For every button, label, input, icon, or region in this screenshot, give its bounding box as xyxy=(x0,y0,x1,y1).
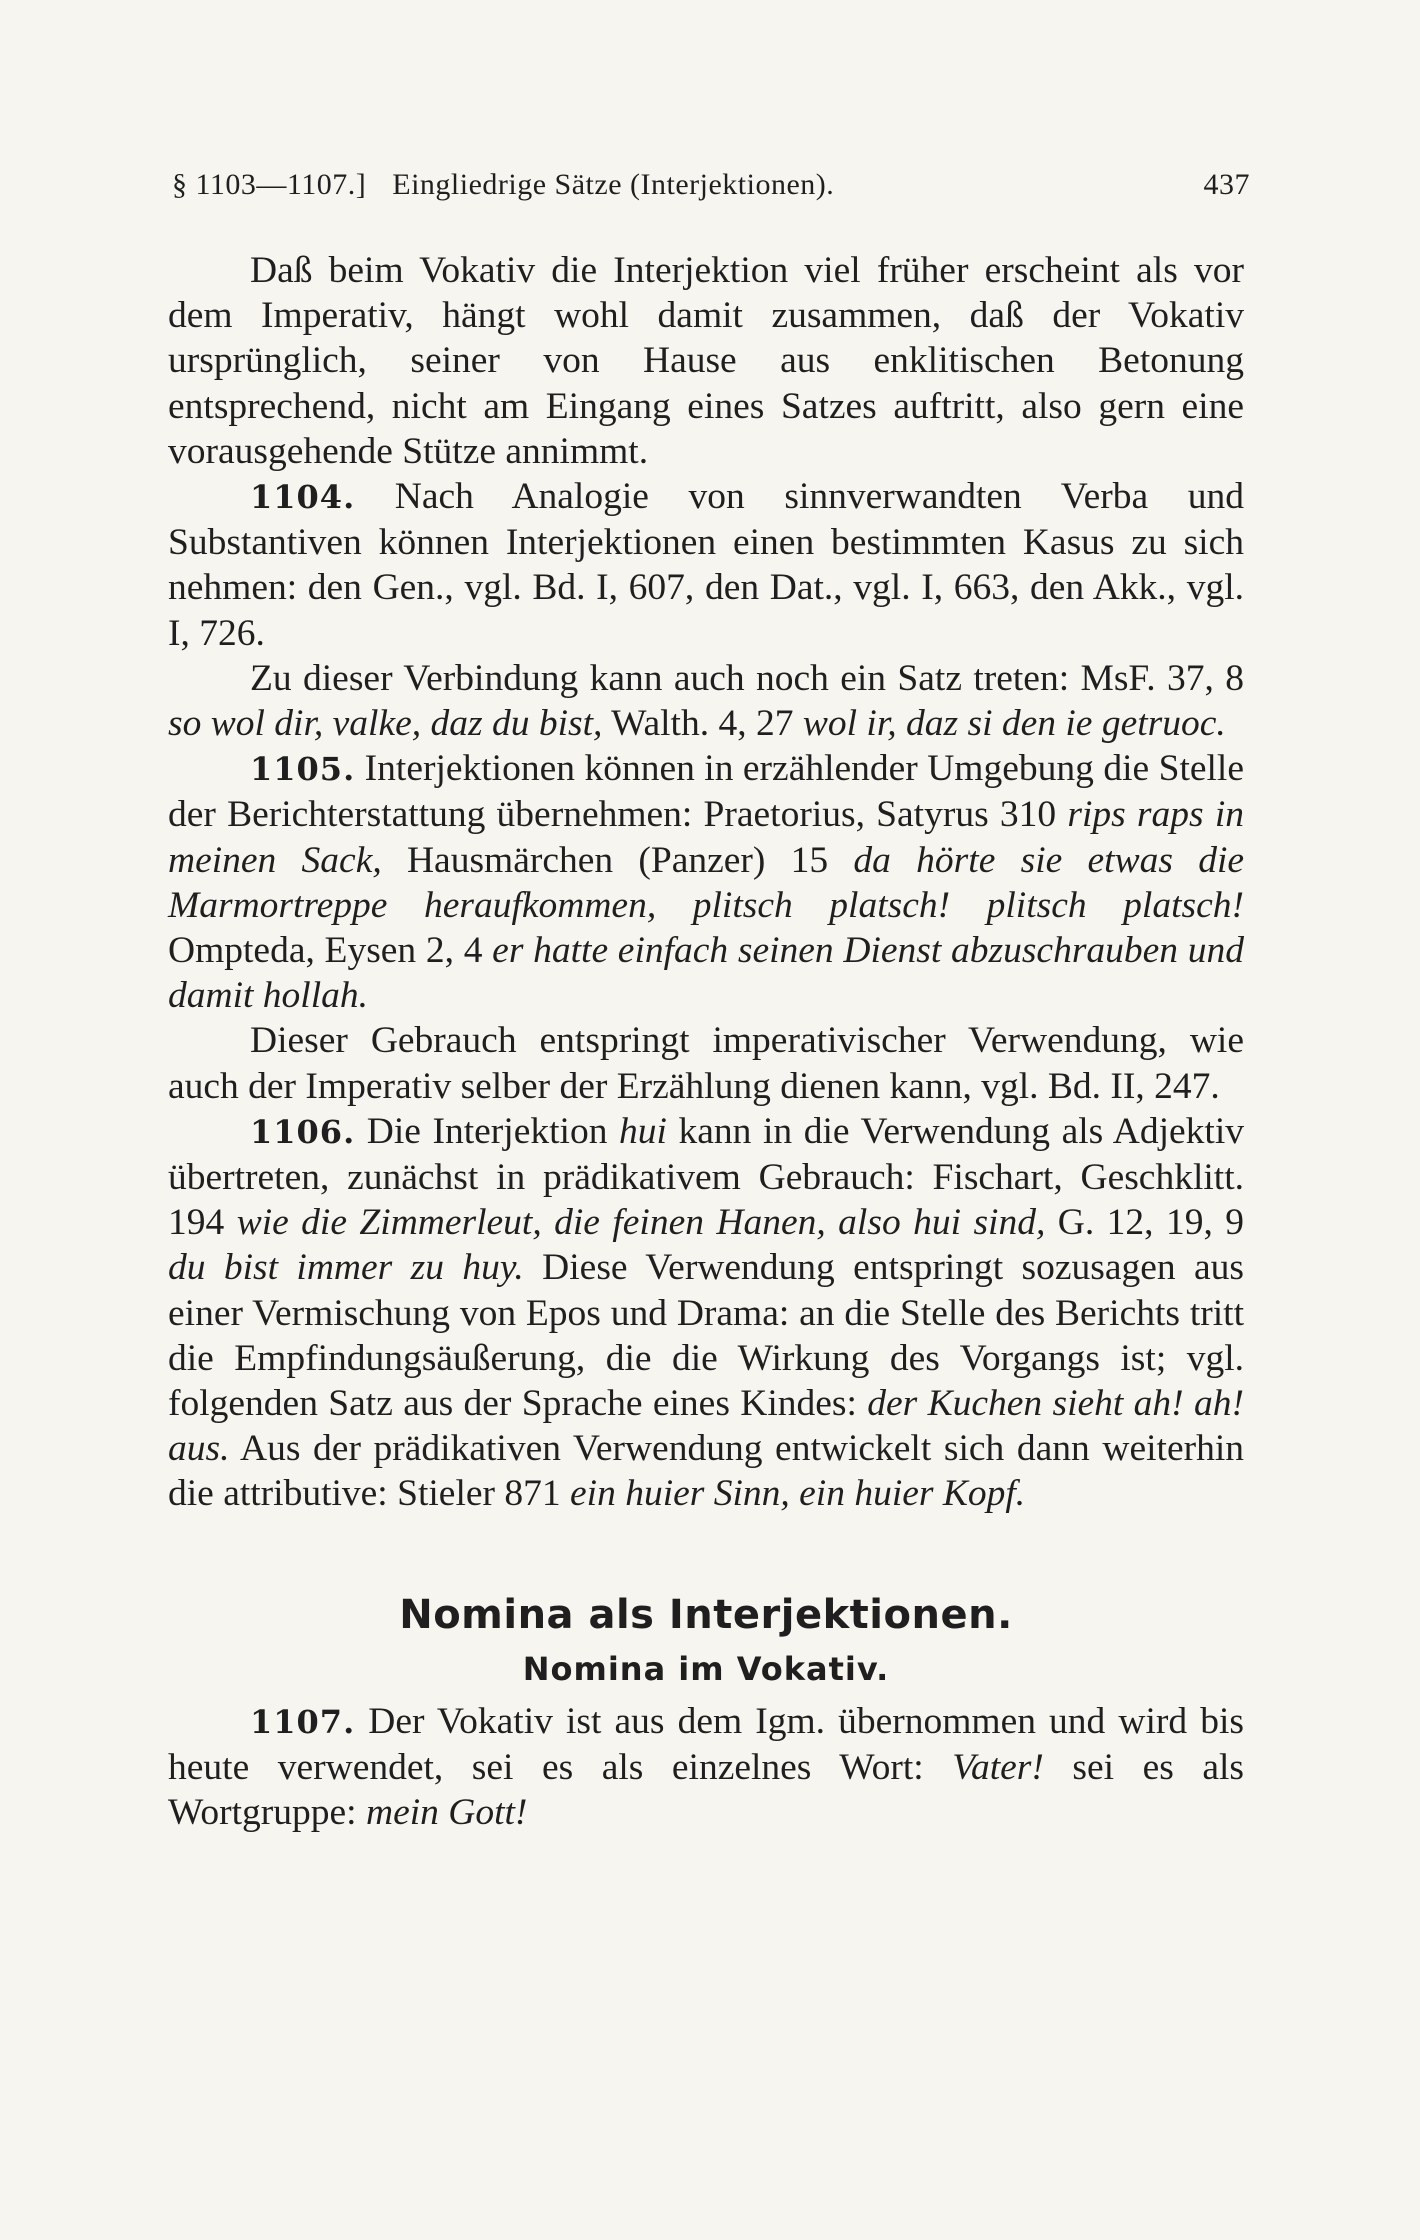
paragraph-1105-2: Dieser Gebrauch entspringt imperativischer Verwendung, wie auch der Imperativ selber der Erzählung dienen kann, vgl. Bd. II, 247. xyxy=(168,1020,1244,1107)
section-1107 xyxy=(168,1699,1244,1836)
quote: Vater! xyxy=(952,1746,1044,1788)
section-number: 1107. xyxy=(250,1702,356,1741)
heading-sub: Nomina im Vokativ. xyxy=(522,1649,890,1688)
section-range: § 1103—1107.] xyxy=(172,168,367,201)
quote: der Kuchen sieht ah! ah! aus. xyxy=(168,1383,1244,1470)
section-1104 xyxy=(168,474,1244,656)
text-run: Aus der prädikativen Verwendung entwickelt sich dann weiterhin die attributive: Stieler 871 xyxy=(168,1428,1244,1515)
body-text xyxy=(168,248,1244,1835)
text-run: Walth. 4, 27 xyxy=(602,703,803,745)
quote: so wol dir, valke, daz du bist, xyxy=(168,703,603,745)
section-1106 xyxy=(168,1109,1244,1517)
running-header xyxy=(172,168,1250,202)
quote: mein Gott! xyxy=(365,1792,528,1834)
heading-main: Nomina als Interjektionen. xyxy=(399,1591,1013,1638)
running-title: Eingliedrige Sätze (Interjektionen). xyxy=(392,168,835,201)
section-number: 1105. xyxy=(250,750,356,789)
text-run: Ompteda, Eysen 2, 4 xyxy=(168,930,493,972)
section-number: 1104. xyxy=(250,478,356,517)
quote: hui xyxy=(619,1110,667,1152)
text-run: Die Interjektion xyxy=(355,1110,620,1152)
section-number: 1106. xyxy=(250,1112,356,1151)
paragraph-1104-2 xyxy=(168,656,1244,746)
quote: ein huier Sinn, ein huier Kopf. xyxy=(570,1473,1026,1515)
quote: er hatte einfach seinen Dienst abzuschrauben und damit hollah. xyxy=(168,930,1245,1017)
page-number: 437 xyxy=(1203,168,1250,201)
text-run: Zu dieser Verbindung kann auch noch ein Satz treten: MsF. 37, 8 xyxy=(250,657,1244,699)
quote: du bist immer zu huy. xyxy=(168,1247,524,1289)
paragraph-vokativ: Daß beim Vokativ die Interjektion viel früher erscheint als vor dem Imperativ, hängt wohl damit zusammen, daß der Vokativ ursprünglich, seiner von Hause aus enklitischen Betonung entsprechend, nicht am Eingang eines Satzes auftritt, also gern eine vorausgehende Stütze annimmt. xyxy=(168,250,1244,472)
text-run: Interjektionen können in erzählender Umgebung die Stelle der Berichterstattung übernehmen: Praetorius, Satyrus 310 xyxy=(168,748,1244,836)
quote: wol ir, daz si den ie getruoc. xyxy=(802,703,1226,745)
text-run: sei es als Wortgruppe: xyxy=(168,1746,1244,1834)
text-run: Diese Verwendung entspringt sozusagen aus einer Vermischung von Epos und Drama: an die Stelle des Berichts tritt die Empfindungsäußerung, die die Wirkung des Vorgangs ist; vgl. folgenden Satz aus der Sprache eines Kindes: xyxy=(168,1247,1244,1425)
quote: da hörte sie etwas die Marmortreppe heraufkommen, plitsch platsch! plitsch platsch! xyxy=(168,839,1245,926)
quote: wie die Zimmerleut, die feinen Hanen, also hui sind, xyxy=(236,1202,1046,1244)
text-run: kann in die Verwendung als Adjektiv übertreten, zunächst in prädikativem Gebrauch: Fischart, Geschklitt. 194 xyxy=(168,1110,1244,1244)
text-run: G. 12, 19, 9 xyxy=(1045,1202,1245,1244)
text-run: Hausmärchen (Panzer) 15 xyxy=(381,839,854,881)
quote: rips raps in meinen Sack, xyxy=(168,794,1244,881)
section-text: Nach Analogie von sinnverwandten Verba und Substantiven können Interjektionen einen bestimmten Kasus zu sich nehmen: den Gen., vgl. Bd. I, 607, den Dat., vgl. I, 663, den Akk., vgl. I, 726. xyxy=(168,476,1244,654)
text-run: Der Vokativ ist aus dem Igm. übernommen und wird bis heute verwendet, sei es als einzelnes Wort: xyxy=(168,1700,1244,1788)
section-1105 xyxy=(168,746,1244,1018)
